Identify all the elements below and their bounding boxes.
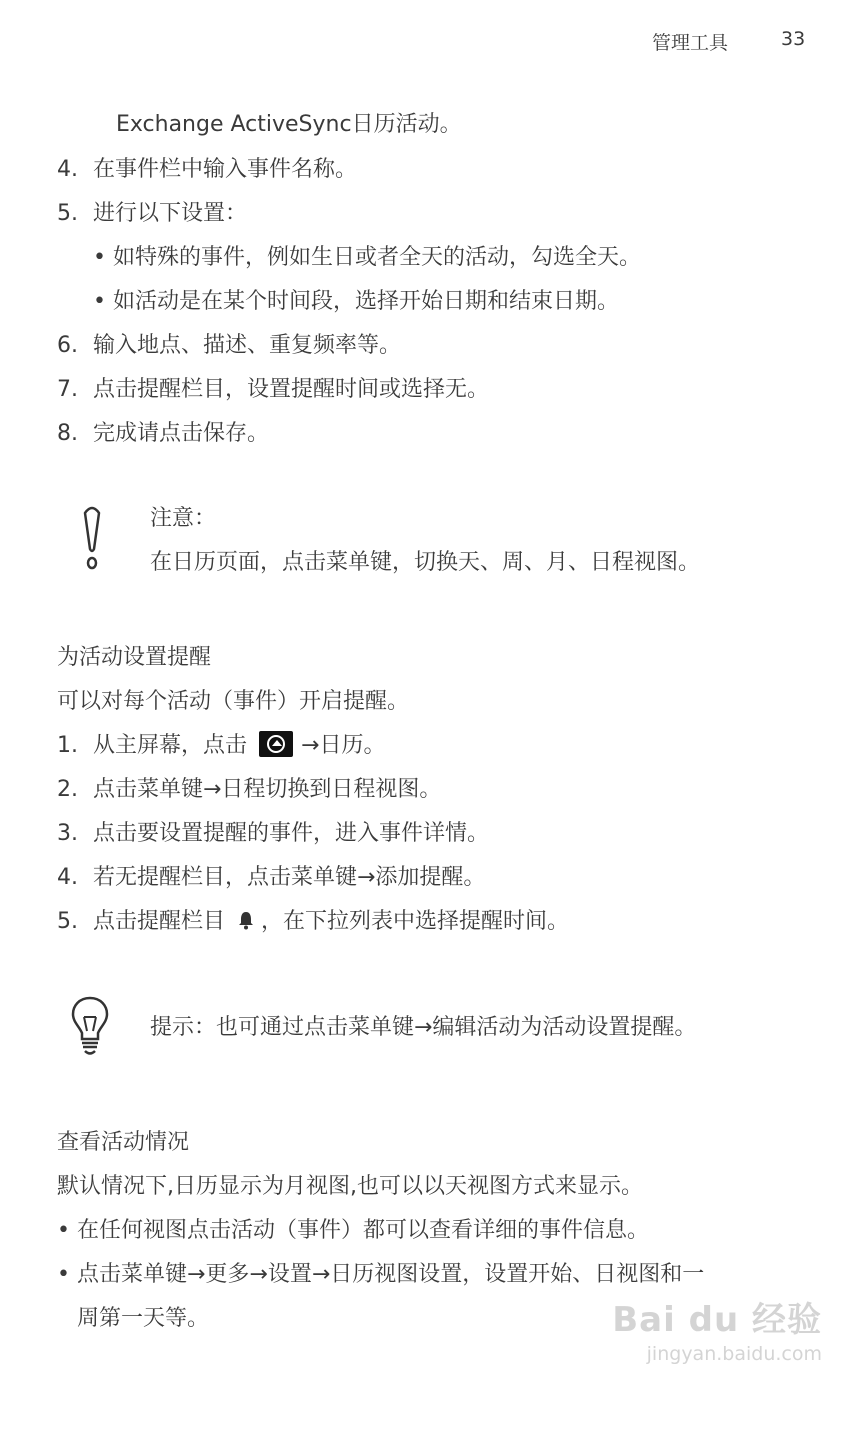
app-launcher-icon	[259, 731, 293, 757]
note-title: 注意：	[150, 506, 217, 531]
sub-bullet-text: 如活动是在某个时间段，选择开始日期和结束日期。	[113, 289, 620, 314]
baidu-watermark	[612, 1298, 822, 1366]
page-number: 33	[781, 28, 806, 50]
bell-icon	[235, 910, 257, 930]
step-text: 完成请点击保存。	[93, 421, 270, 446]
bullet-dot: •	[57, 1218, 70, 1243]
section-intro: 可以对每个活动（事件）开启提醒。	[57, 689, 410, 714]
step-text: 若无提醒栏目，点击菜单键→添加提醒。	[93, 865, 486, 890]
step-text: 进行以下设置：	[93, 201, 248, 226]
step-text: 点击提醒栏目	[93, 909, 226, 934]
step-continuation: Exchange ActiveSync日历活动。	[116, 112, 462, 137]
list-item	[57, 199, 247, 229]
step-text-after: →日历。	[301, 733, 386, 758]
bullet-continuation: 周第一天等。	[77, 1306, 210, 1331]
step-text: 输入地点、描述、重复频率等。	[93, 333, 402, 358]
list-item	[57, 775, 441, 805]
list-item	[57, 419, 269, 449]
step-text: 在事件栏中输入事件名称。	[93, 157, 358, 182]
bullet-dot: •	[57, 1262, 70, 1287]
step-text: 点击菜单键→日程切换到日程视图。	[93, 777, 442, 802]
bullet-dot: •	[93, 289, 106, 314]
step-text: 从主屏幕，点击	[93, 733, 248, 758]
step-number: 3.	[57, 821, 78, 846]
list-item	[57, 731, 385, 761]
sub-bullet	[93, 287, 619, 317]
list-item	[57, 331, 401, 361]
list-item	[57, 375, 489, 405]
bullet-dot: •	[93, 245, 106, 270]
section-title-reminder: 为活动设置提醒	[57, 645, 212, 670]
lightbulb-icon	[70, 995, 110, 1057]
step-number: 4.	[57, 865, 78, 890]
bullet-text: 在任何视图点击活动（事件）都可以查看详细的事件信息。	[77, 1218, 650, 1243]
step-text: 点击提醒栏目，设置提醒时间或选择无。	[93, 377, 490, 402]
step-number: 2.	[57, 777, 78, 802]
list-item	[57, 1260, 704, 1290]
step-text: 点击要设置提醒的事件，进入事件详情。	[93, 821, 490, 846]
list-item	[57, 907, 569, 937]
bullet-text: 点击菜单键→更多→设置→日历视图设置，设置开始、日视图和一	[77, 1262, 705, 1287]
step-number: 5.	[57, 909, 78, 934]
watermark-url: jingyan.baidu.com	[646, 1343, 822, 1365]
step-number: 7.	[57, 377, 78, 402]
list-item	[57, 155, 357, 185]
step-text-after: ，在下拉列表中选择提醒时间。	[261, 909, 570, 934]
exclamation-icon	[80, 505, 104, 573]
list-item	[57, 819, 489, 849]
note-text: 在日历页面，点击菜单键，切换天、周、月、日程视图。	[150, 550, 701, 575]
tip-text: 提示：也可通过点击菜单键→编辑活动为活动设置提醒。	[150, 1015, 697, 1040]
sub-bullet	[93, 243, 641, 273]
step-number: 5.	[57, 201, 78, 226]
step-number: 4.	[57, 157, 78, 182]
list-item	[57, 863, 485, 893]
watermark-brand: Bai du 经验	[612, 1300, 822, 1340]
list-item	[57, 1216, 649, 1246]
sub-bullet-text: 如特殊的事件，例如生日或者全天的活动，勾选全天。	[113, 245, 642, 270]
section-intro: 默认情况下,日历显示为月视图,也可以以天视图方式来显示。	[57, 1174, 643, 1199]
step-number: 8.	[57, 421, 78, 446]
header-section-title: 管理工具	[652, 32, 729, 54]
step-number: 1.	[57, 733, 78, 758]
section-title-view: 查看活动情况	[57, 1130, 190, 1155]
step-number: 6.	[57, 333, 78, 358]
